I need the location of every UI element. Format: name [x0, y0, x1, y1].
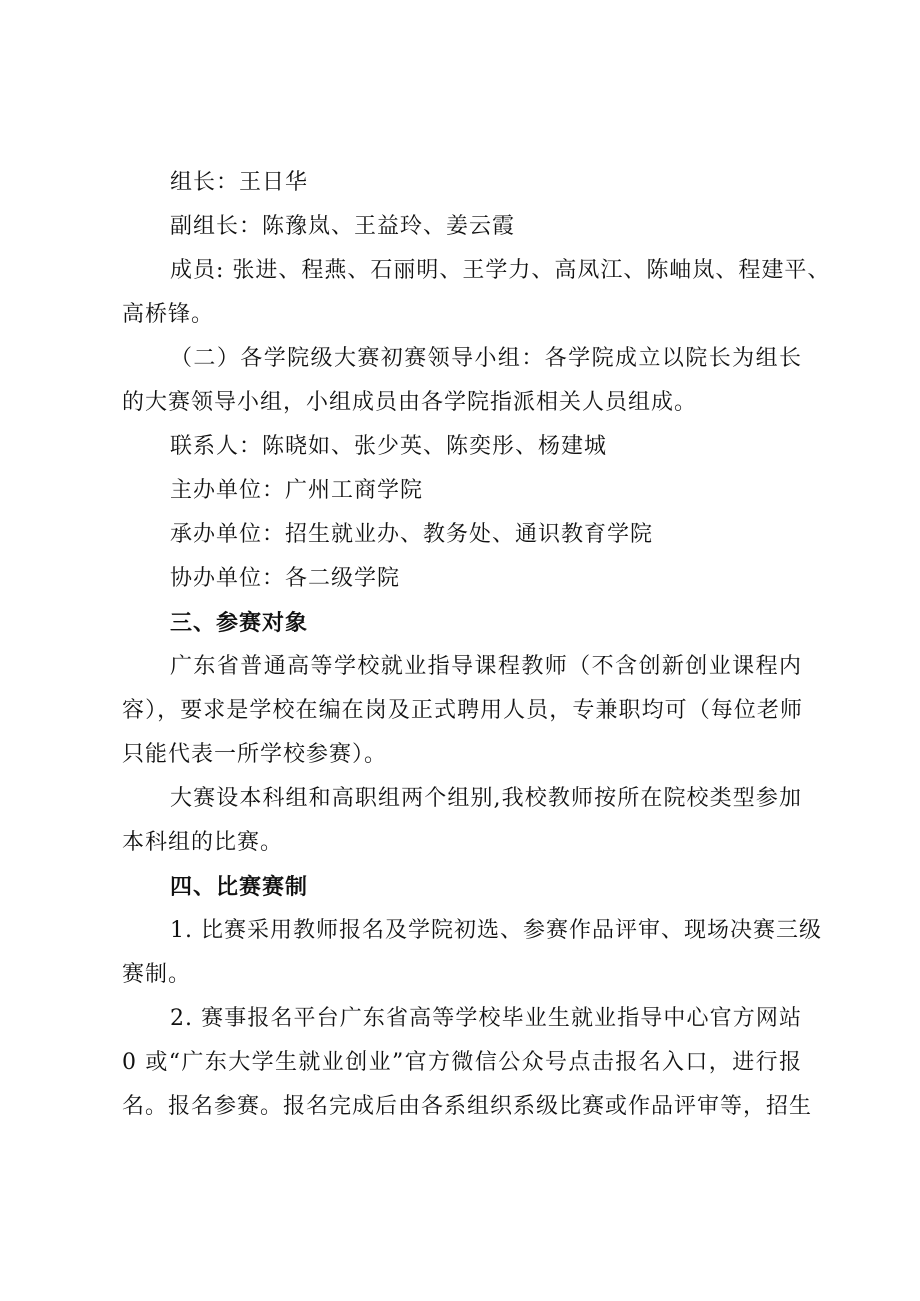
members-line: 成员: 张进、程燕、石丽明、王学力、高凤江、陈岫岚、程建平、 — [170, 258, 831, 283]
section-heading: 四、比赛赛制 — [170, 874, 309, 900]
paragraph-line: 只能代表一所学校参赛）。 — [122, 742, 388, 767]
paragraph-line: 本科组的比赛。 — [122, 830, 284, 855]
members-line: 高桥锋。 — [122, 302, 215, 327]
college-group-paragraph: （二）各学院级大赛初赛领导小组：各学院成立以院长为组长 — [170, 346, 802, 371]
co-organizer-line: 协办单位：各二级学院 — [170, 566, 401, 591]
contacts-line: 联系人：陈晓如、张少英、陈奕彤、杨建城 — [170, 434, 608, 459]
paragraph-line: 0 或“广东大学生就业创业”官方微信公众号点击报名入口，进行报 — [122, 1050, 802, 1075]
paragraph-line: 大赛设本科组和高职组两个组别,我校教师按所在院校类型参加 — [170, 786, 802, 811]
college-group-paragraph: 的大赛领导小组，小组成员由各学院指派相关人员组成。 — [122, 390, 698, 415]
organizer-line: 承办单位：招生就业办、教务处、通识教育学院 — [170, 522, 654, 547]
leader-line: 组长：王日华 — [170, 170, 309, 195]
paragraph-line: 赛制。 — [122, 962, 192, 987]
deputy-leaders-line: 副组长：陈豫岚、王益玲、姜云霞 — [170, 214, 516, 239]
section-heading: 三、参赛对象 — [170, 610, 309, 636]
host-line: 主办单位：广州工商学院 — [170, 478, 424, 503]
paragraph-line: 容），要求是学校在编在岗及正式聘用人员，专兼职均可（每位老师 — [122, 698, 802, 723]
paragraph-line: 名。报名参赛。报名完成后由各系组织系级比赛或作品评审等，招生 — [122, 1094, 813, 1119]
paragraph-line: 2. 赛事报名平台广东省高等学校毕业生就业指导中心官方网站 — [170, 1006, 802, 1031]
paragraph-line: 1. 比赛采用教师报名及学院初选、参赛作品评审、现场决赛三级 — [170, 918, 822, 943]
paragraph-line: 广东省普通高等学校就业指导课程教师（不含创新创业课程内 — [170, 654, 802, 679]
document-page — [122, 161, 831, 1129]
